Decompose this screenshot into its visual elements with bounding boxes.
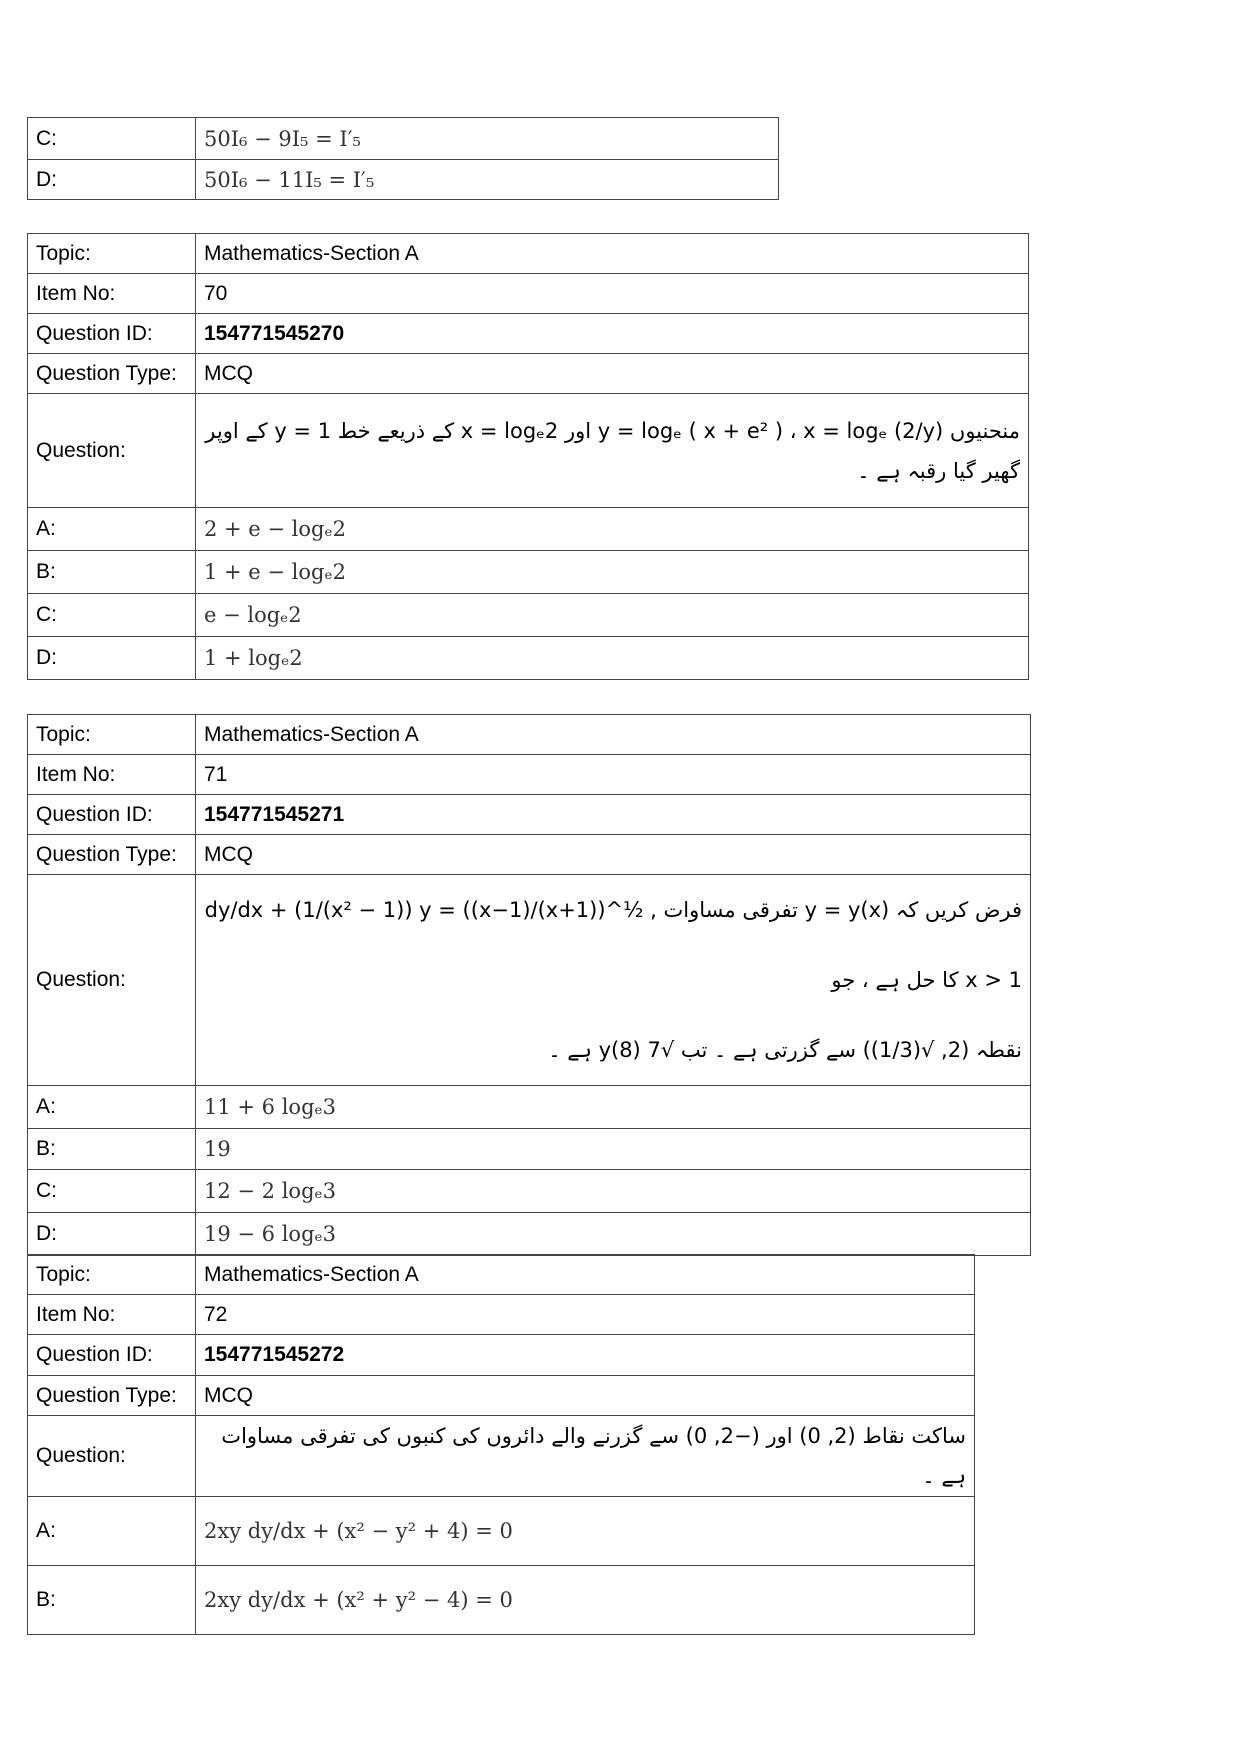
option-value: 2xy dy/dx + (x² + y² − 4) = 0 [196, 1566, 975, 1635]
question-id-value: 154771545270 [196, 314, 1029, 354]
option-value: 1 + logₑ2 [196, 637, 1029, 680]
question-id-label: Question ID: [28, 314, 196, 354]
question-type-label: Question Type: [28, 835, 196, 875]
question-id-value: 154771545272 [196, 1335, 975, 1376]
option-row [28, 1497, 975, 1566]
item-row [28, 274, 1029, 314]
option-value: 19 − 6 logₑ3 [196, 1213, 1031, 1256]
option-label: C: [28, 594, 196, 637]
question-type-value: MCQ [196, 1376, 975, 1416]
option-value: 1 + e − logₑ2 [196, 551, 1029, 594]
question-type-value: MCQ [196, 354, 1029, 394]
question-label: Question: [28, 875, 196, 1086]
topic-label: Topic: [28, 1255, 196, 1295]
option-row [28, 1129, 1031, 1170]
question-text [196, 394, 1029, 508]
option-value: 50I₆ − 9I₅ = I′₅ [196, 118, 779, 160]
option-row [28, 551, 1029, 594]
topic-row [28, 234, 1029, 274]
option-row [28, 508, 1029, 551]
option-row [28, 1213, 1031, 1256]
option-row [28, 594, 1029, 637]
topic-row [28, 715, 1031, 755]
question-row [28, 394, 1029, 508]
option-label: A: [28, 1086, 196, 1129]
option-label: D: [28, 1213, 196, 1256]
topic-label: Topic: [28, 715, 196, 755]
option-label: C: [28, 118, 196, 160]
item-value: 71 [196, 755, 1031, 795]
question-type-row [28, 354, 1029, 394]
question-type-value: MCQ [196, 835, 1031, 875]
topic-row [28, 1255, 975, 1295]
question-id-row [28, 314, 1029, 354]
topic-value: Mathematics-Section A [196, 715, 1031, 755]
question-type-row [28, 835, 1031, 875]
question-type-row [28, 1376, 975, 1416]
option-row [28, 118, 779, 160]
question-line-2: نقطہ (2, √(1/3)) سے گزرتی ہے ۔ تب √7 y(8) ہے ۔ [548, 1038, 1022, 1062]
question-label: Question: [28, 1416, 196, 1497]
option-label: A: [28, 508, 196, 551]
option-value: 19 [196, 1129, 1031, 1170]
question-line-1: منحنیوں y = logₑ ( x + e² ) ، x = logₑ (2/y) اور x = logₑ2 کے ذریعے خط y = 1 کے اوپر [205, 418, 1020, 443]
option-row [28, 160, 779, 200]
question-id-row [28, 795, 1031, 835]
item-row [28, 1295, 975, 1335]
option-row [28, 1170, 1031, 1213]
question-id-row [28, 1335, 975, 1376]
option-label: B: [28, 1566, 196, 1635]
option-value: 2 + e − logₑ2 [196, 508, 1029, 551]
item-row [28, 755, 1031, 795]
question-line-1: ساکت نقاط (2, 0) اور (−2, 0) سے گزرنے والے دائروں کی کنبوں کی تفرقی مساوات ہے ۔ [221, 1424, 966, 1488]
option-label: D: [28, 637, 196, 680]
question-type-label: Question Type: [28, 1376, 196, 1416]
question-id-label: Question ID: [28, 1335, 196, 1376]
question-text [196, 1416, 975, 1497]
topic-value: Mathematics-Section A [196, 1255, 975, 1295]
question-id-label: Question ID: [28, 795, 196, 835]
question-row [28, 1416, 975, 1497]
item-value: 72 [196, 1295, 975, 1335]
question-table-72 [27, 1254, 975, 1635]
option-value: 2xy dy/dx + (x² − y² + 4) = 0 [196, 1497, 975, 1566]
option-label: C: [28, 1170, 196, 1213]
option-label: A: [28, 1497, 196, 1566]
option-label: D: [28, 160, 196, 200]
option-value: 12 − 2 logₑ3 [196, 1170, 1031, 1213]
question-id-value: 154771545271 [196, 795, 1031, 835]
option-label: B: [28, 551, 196, 594]
question-line-1: فرض کریں کہ y = y(x) تفرقی مساوات dy/dx + (1/(x² − 1)) y = ((x−1)/(x+1))^½ , x > 1 کا حل ہے ، جو [204, 898, 1022, 992]
topic-value: Mathematics-Section A [196, 234, 1029, 274]
question-row [28, 875, 1031, 1086]
item-label: Item No: [28, 755, 196, 795]
question-text [196, 875, 1031, 1086]
prev-question-table [27, 117, 779, 200]
option-value: 50I₆ − 11I₅ = I′₅ [196, 160, 779, 200]
item-label: Item No: [28, 274, 196, 314]
question-type-label: Question Type: [28, 354, 196, 394]
topic-label: Topic: [28, 234, 196, 274]
option-row [28, 1086, 1031, 1129]
option-label: B: [28, 1129, 196, 1170]
question-table-70 [27, 233, 1029, 680]
item-label: Item No: [28, 1295, 196, 1335]
question-table-71 [27, 714, 1031, 1256]
question-line-2: گھیر گیا رقبہ ہے ۔ [857, 458, 1020, 483]
option-value: 11 + 6 logₑ3 [196, 1086, 1031, 1129]
option-value: e − logₑ2 [196, 594, 1029, 637]
item-value: 70 [196, 274, 1029, 314]
question-label: Question: [28, 394, 196, 508]
option-row [28, 1566, 975, 1635]
option-row [28, 637, 1029, 680]
